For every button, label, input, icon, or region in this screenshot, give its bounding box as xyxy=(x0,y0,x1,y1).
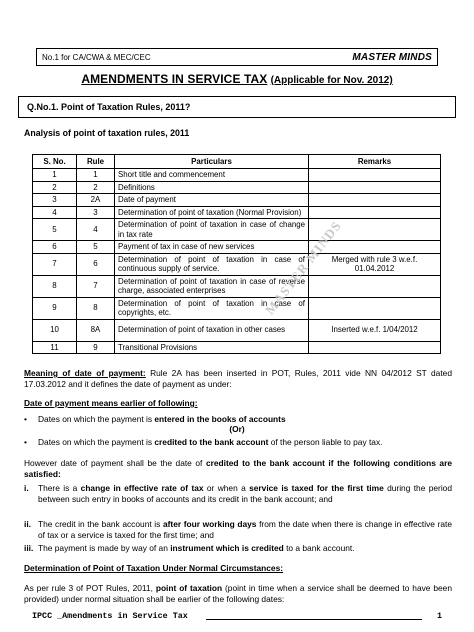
table-row xyxy=(33,181,441,194)
table-row xyxy=(33,169,441,182)
cell-rule: 5 xyxy=(77,241,115,254)
document-page: No.1 for CA/CWA & MEC/CEC MASTER MINDS AMENDMENTS IN SERVICE TAX (Applicable for Nov. 2012) Q.No.1. Point of Taxation Rules, 2011? Analysis of point of taxation rules, 2011 S. No. Rule Particulars Remarks 1 1 Short title and commencement 2 2 Definitions 3 2A Date of payment 4 3 Determination of point of taxation (Normal Provision) 5 4 Determination of point of taxation in case of change in tax rate 6 5 Payment of tax in case of new services 7 6 Determination of point of taxation in case of continuous supply of service. Merged with rule 3 w.e.f. 01.04.2012 8 7 Determination of point of taxation in case of reverse charge, associated enterprises 9 8 Determination of point of taxation in case of copyrights, etc. 10 8A Determination of point of taxation in other cases Inserted w.e.f. 1/04/2012 11 9 Transitional Provisions MASTER MINDS Meaning of date of payment: Rule 2A has been inserted in POT, Rules, 2011 vide NN 04/2012 ST dated 17.03.2012 and it defines the date of payment as under: Date of payment means earlier of following: • Dates on which the payment is entered in the books of accounts (Or) • Dates on which the payment is credited to the bank account of the person liable to pay tax. However date of payment shall be the date of credited to the bank account if the following conditions are satisfied: i. There is a change in effective rate of tax or when a service is taxed for the first time during the period between such entry in books of accounts and its credit in the bank account; and ii. The credit in the bank account is after four working days from the date when there is change in effective rate of tax or a service is taxed for the first time; and iii. The payment is made by way of an instrument which is credited to a bank account. Determination of Point of Taxation Under Normal Circumstances: As per rule 3 of POT Rules, 2011, point of taxation (point in time when a service shall be deemed to have been provided) under normal situation shall be earlier of the following dates: IPCC _Amendments in Service Tax 1 xyxy=(0,0,474,632)
cell-remarks xyxy=(309,194,441,207)
cell-sno: 5 xyxy=(33,219,77,241)
question-text: Q.No.1. Point of Taxation Rules, 2011? xyxy=(27,102,191,112)
cell-remarks xyxy=(309,275,441,297)
cell-remarks: Merged with rule 3 w.e.f. 01.04.2012 xyxy=(309,253,441,275)
cell-sno: 10 xyxy=(33,319,77,341)
cell-particulars: Transitional Provisions xyxy=(115,341,309,354)
cell-rule: 8 xyxy=(77,297,115,319)
cell-particulars: Payment of tax in case of new services xyxy=(115,241,309,254)
meaning-paragraph xyxy=(24,368,452,389)
column-header-particulars: Particulars xyxy=(115,155,309,169)
table-header-row xyxy=(33,155,441,169)
rules-table xyxy=(32,154,441,354)
or-separator: (Or) xyxy=(229,424,245,434)
cell-sno: 11 xyxy=(33,341,77,354)
table-row xyxy=(33,275,441,297)
table-row xyxy=(33,241,441,254)
meaning-text: Rule 2A has been inserted in POT, Rules, 2011 vide NN 04/2012 ST dated 17.03.2012 and it defines the date of payment as under: xyxy=(24,368,452,389)
cell-rule: 6 xyxy=(77,253,115,275)
cell-particulars: Short title and commencement xyxy=(115,169,309,182)
page-footer xyxy=(32,611,442,621)
cell-particulars: Determination of point of taxation in case of copyrights, etc. xyxy=(115,297,309,319)
cell-sno: 8 xyxy=(33,275,77,297)
table-row xyxy=(33,253,441,275)
column-header-rule: Rule xyxy=(77,155,115,169)
table-row xyxy=(33,297,441,319)
table-row xyxy=(33,319,441,341)
table-row xyxy=(33,206,441,219)
cell-remarks xyxy=(309,181,441,194)
meaning-label: Meaning of date of payment: xyxy=(24,368,146,378)
table-row xyxy=(33,219,441,241)
question-box xyxy=(18,96,456,118)
footer-rule xyxy=(206,619,422,620)
however-paragraph: However date of payment shall be the date of credited to the bank account if the following conditions are satisfied: xyxy=(24,458,452,479)
cell-rule: 4 xyxy=(77,219,115,241)
cell-sno: 6 xyxy=(33,241,77,254)
cell-rule: 7 xyxy=(77,275,115,297)
cell-remarks xyxy=(309,169,441,182)
cell-rule: 2A xyxy=(77,194,115,207)
cell-particulars: Determination of point of taxation in case of reverse charge, associated enterprises xyxy=(115,275,309,297)
cell-particulars: Determination of point of taxation in other cases xyxy=(115,319,309,341)
cell-sno: 1 xyxy=(33,169,77,182)
cell-rule: 8A xyxy=(77,319,115,341)
cell-rule: 3 xyxy=(77,206,115,219)
cell-particulars: Determination of point of taxation in case of continuous supply of service. xyxy=(115,253,309,275)
header-brand: MASTER MINDS xyxy=(352,51,432,63)
footer-title: IPCC _Amendments in Service Tax xyxy=(32,611,188,621)
cell-particulars: Determination of point of taxation in case of change in tax rate xyxy=(115,219,309,241)
cell-remarks: Inserted w.e.f. 1/04/2012 xyxy=(309,319,441,341)
watermark: MASTER MINDS xyxy=(262,217,345,318)
cell-rule: 1 xyxy=(77,169,115,182)
cell-remarks xyxy=(309,297,441,319)
document-title-main: AMENDMENTS IN SERVICE TAX xyxy=(81,72,268,86)
column-header-sno: S. No. xyxy=(33,155,77,169)
analysis-heading: Analysis of point of taxation rules, 2011 xyxy=(24,128,190,138)
page-number: 1 xyxy=(436,611,442,621)
cell-remarks xyxy=(309,206,441,219)
rule3-paragraph: As per rule 3 of POT Rules, 2011, point of taxation (point in time when a service shall be deemed to have been provided) under normal situation shall be earlier of the following dates: xyxy=(24,583,452,604)
table-row xyxy=(33,341,441,354)
bullet-dot-icon: • xyxy=(24,414,27,424)
determination-heading: Determination of Point of Taxation Under Normal Circumstances: xyxy=(24,563,284,573)
cell-particulars: Date of payment xyxy=(115,194,309,207)
bullet-dot-icon: • xyxy=(24,437,27,447)
page-header-bar xyxy=(36,48,438,66)
header-tagline: No.1 for CA/CWA & MEC/CEC xyxy=(42,52,151,62)
earlier-heading: Date of payment means earlier of following: xyxy=(24,398,198,408)
cell-particulars: Definitions xyxy=(115,181,309,194)
column-header-remarks: Remarks xyxy=(309,155,441,169)
cell-remarks xyxy=(309,341,441,354)
cell-sno: 4 xyxy=(33,206,77,219)
cell-sno: 2 xyxy=(33,181,77,194)
cell-sno: 9 xyxy=(33,297,77,319)
cell-particulars: Determination of point of taxation (Normal Provision) xyxy=(115,206,309,219)
document-title xyxy=(0,72,474,86)
cell-sno: 3 xyxy=(33,194,77,207)
cell-rule: 9 xyxy=(77,341,115,354)
table-row xyxy=(33,194,441,207)
cell-sno: 7 xyxy=(33,253,77,275)
document-title-applicability: (Applicable for Nov. 2012) xyxy=(270,75,393,86)
cell-rule: 2 xyxy=(77,181,115,194)
